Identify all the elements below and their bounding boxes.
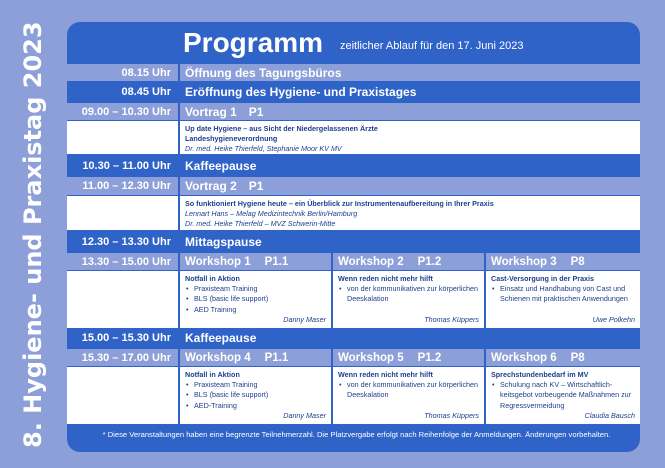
footnote: * Diese Veranstaltungen haben eine begrenzte Teilnehmerzahl. Die Platzvergabe erfolgt nach Reihenfolge der Anmeldungen. Änderungen vorbehalten.: [102, 430, 611, 439]
workshop-header-row: [67, 349, 640, 366]
row-title: Kaffeepause: [180, 328, 640, 347]
session-detail: [180, 196, 640, 230]
room-code: P1: [248, 179, 264, 193]
list-item: • von der kommunikativen zur körperlichen Deeskalation: [338, 380, 479, 400]
list-item: • Praxisteam Training: [185, 284, 326, 294]
workshop-title: Notfall in Aktion: [185, 274, 240, 283]
workshop-detail: [180, 367, 331, 424]
row-time: 15.30 – 17.00 Uhr: [67, 349, 178, 366]
row-time: 10.30 – 11.00 Uhr: [67, 156, 178, 175]
session-title: Vortrag 2: [185, 179, 237, 193]
list-item: • Praxisteam Training: [185, 380, 326, 390]
speaker-name: Danny Maser: [283, 314, 326, 324]
workshop-heading: Workshop 5 P1.2: [333, 349, 484, 366]
row-time: 13.30 – 15.00 Uhr: [67, 253, 178, 270]
row-time: 15.00 – 15.30 Uhr: [67, 328, 178, 347]
session-detail-row: [67, 121, 640, 154]
talk-authors: Dr. med. Heike Thierfeld – MVZ Schwerin-Mitte: [185, 219, 336, 229]
workshop-title: Wenn reden nicht mehr hilft: [338, 274, 433, 283]
workshop-detail: [333, 271, 484, 328]
workshop-detail: [180, 271, 331, 328]
speaker-name: Danny Maser: [283, 410, 326, 420]
workshop-heading: Workshop 2 P1.2: [333, 253, 484, 270]
schedule-row: [67, 328, 640, 347]
speaker-name: Thomas Küppers: [424, 314, 479, 324]
row-time: 11.00 – 12.30 Uhr: [67, 177, 178, 195]
session-title: Vortrag 1: [185, 104, 237, 119]
list-item: • Schulung nach KV – Wirtschaftlich-keitsgebot vorbeugende Maßnahmen zur Regressvermeidung: [491, 380, 635, 411]
row-time: 09.00 – 10.30 Uhr: [67, 103, 178, 120]
event-side-title: 8. Hygiene- und Praxistag 2023: [19, 21, 47, 448]
row-title: Öffnung des Tagungsbüros: [180, 64, 640, 81]
session-detail: [180, 121, 640, 154]
schedule-row: [67, 177, 640, 195]
row-title: Eröffnung des Hygiene- und Praxistages: [180, 83, 640, 101]
row-title: [180, 177, 640, 195]
room-code: P8: [570, 255, 585, 268]
schedule-row: [67, 232, 640, 251]
workshop-title: Wenn reden nicht mehr hilft: [338, 370, 433, 379]
row-title: Mittagspause: [180, 232, 640, 251]
room-code: P1.2: [417, 255, 442, 268]
list-item: • BLS (basic life support): [185, 294, 326, 304]
talk-authors: Lennart Hans – Melag Medizintechnik Berlin/Hamburg: [185, 209, 358, 219]
list-item: • AED Training: [185, 305, 326, 315]
talk-subtitle: Landeshygieneverordnung: [185, 134, 278, 144]
workshop-detail-row: [67, 367, 640, 424]
room-code: P1.1: [264, 255, 289, 268]
list-item: • von der kommunikativen zur körperlichen Deeskalation: [338, 284, 479, 304]
page-title: Programm: [183, 27, 324, 58]
room-code: P1.2: [417, 351, 442, 364]
workshop-detail: [486, 271, 640, 328]
talk-title: So funktioniert Hygiene heute – ein Überblick zur Instrumentenaufbereitung in Ihrer Praxis: [185, 199, 494, 208]
workshop-heading: Workshop 3 P8: [486, 253, 640, 270]
workshop-title: Sprechstundenbedarf im MV: [491, 370, 589, 379]
row-time: 12.30 – 13.30 Uhr: [67, 232, 178, 251]
row-title: [180, 103, 640, 120]
session-detail-row: [67, 196, 640, 230]
room-code: P8: [570, 351, 585, 364]
workshop-detail: [486, 367, 640, 424]
workshop-detail: [333, 367, 484, 424]
row-time: 08.45 Uhr: [67, 83, 178, 101]
row-time: 08.15 Uhr: [67, 64, 178, 81]
speaker-name: Uwe Polkehn: [592, 314, 635, 324]
schedule-row: [67, 103, 640, 120]
row-title: Kaffeepause: [180, 156, 640, 175]
list-item: • AED-Training: [185, 401, 326, 411]
workshop-header-row: [67, 253, 640, 270]
speaker-name: Thomas Küppers: [424, 410, 479, 420]
room-code: P1.1: [264, 351, 289, 364]
talk-authors: Dr. med. Heike Thierfeld, Stephanie Moor KV MV: [185, 144, 342, 154]
speaker-name: Claudia Bausch: [584, 410, 635, 420]
list-item: • BLS (basic life support): [185, 390, 326, 400]
workshop-heading: Workshop 1 P1.1: [180, 253, 331, 270]
workshop-heading: Workshop 6 P8: [486, 349, 640, 366]
workshop-title: Notfall in Aktion: [185, 370, 240, 379]
room-code: P1: [248, 104, 264, 119]
schedule-row: [67, 64, 640, 81]
workshop-title: Cast-Versorgung in der Praxis: [491, 274, 595, 283]
schedule-row: [67, 83, 640, 101]
list-item: • Einsatz und Handhabung von Cast und Schienen mit praktischen Anwendungen: [491, 284, 635, 304]
workshop-detail-row: [67, 271, 640, 328]
program-header: [67, 22, 640, 62]
talk-title: Up date Hygiene – aus Sicht der Niedergelassenen Ärzte: [185, 124, 378, 133]
schedule-row: [67, 156, 640, 175]
workshop-heading: Workshop 4 P1.1: [180, 349, 331, 366]
page-subtitle: zeitlicher Ablauf für den 17. Juni 2023: [340, 40, 524, 52]
program-card: [67, 22, 640, 452]
